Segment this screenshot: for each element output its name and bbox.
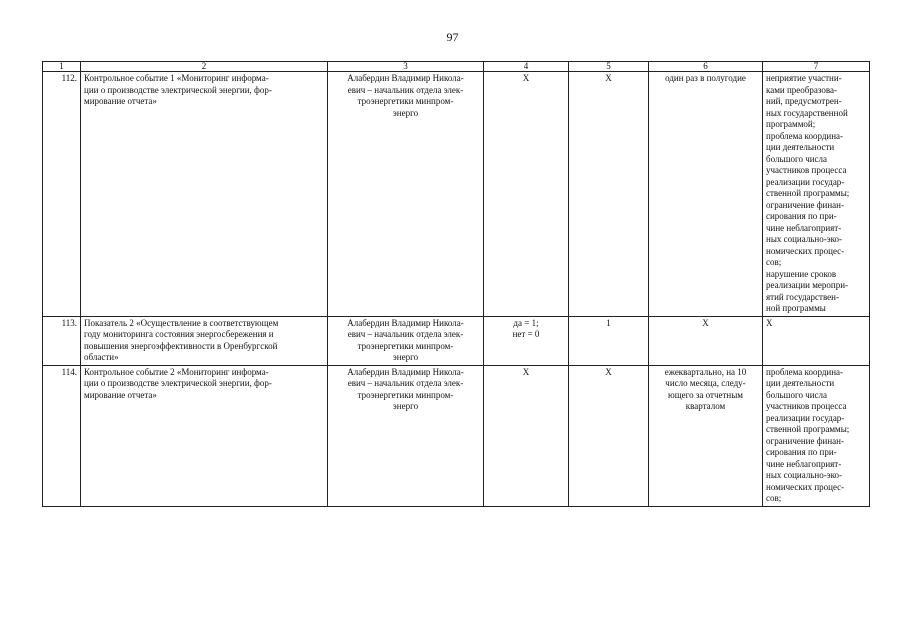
period-cell [649,365,763,506]
cell-line: X [766,317,773,328]
risks-cell [763,365,870,506]
cell-line: году мониторинга состояния энергосбережения и [84,329,274,339]
cell-line: ных государственной [766,107,848,118]
program-events-table [42,61,870,507]
cell-line: энерго [392,352,419,362]
cell-line: один раз в полугодие [665,73,746,83]
table-row [43,365,870,506]
value-cell [569,72,649,317]
cell-line: ограничение финан- [766,435,844,446]
cell-line: Контрольное событие 1 «Мониторинг информа- [84,73,269,83]
cell-line: чине неблагоприят- [766,458,842,469]
cell-line: число месяца, следу- [665,378,746,388]
cell-line: ной программы [766,303,826,313]
cell-line: ных социально-эко- [766,470,842,480]
column-number: 4 [484,62,569,72]
column-number: 5 [569,62,649,72]
cell-line: X [702,317,709,328]
period-cell [649,72,763,317]
cell-line: ственной программы; [766,424,850,434]
cell-line: ции о производстве электрической энергии, фор- [84,378,272,388]
cell-line: нарушение сроков [766,268,837,279]
cell-line: номических процес- [766,481,845,492]
cell-line: повышения энергоэффективности в Оренбургской [84,340,278,351]
cell-line: Алабердин Владимир Никола- [347,73,464,83]
cell-line: большого числа [766,389,828,400]
column-number: 6 [649,62,763,72]
cell-line: чине неблагоприят- [766,222,842,233]
cell-line: троэнергетики минпром- [357,96,454,106]
cell-line: евич – начальник отдела элек- [347,329,464,339]
table-row [43,316,870,365]
column-number: 7 [763,62,870,72]
cell-line: неприятие участни- [766,73,842,83]
cell-line: сирования по при- [766,447,837,457]
event-cell [81,72,328,317]
cell-line: Контрольное событие 2 «Мониторинг информа- [84,366,269,377]
cell-line: кварталом [685,401,726,411]
cell-line: X [605,366,612,377]
cell-line: реализации государ- [766,176,845,187]
cell-line: да = 1; [513,317,539,328]
cell-line: ции о производстве электрической энергии, фор- [84,84,272,95]
cell-line: проблема координа- [766,130,844,141]
column-number: 1 [43,62,81,72]
cell-line: мирование отчета» [84,96,157,106]
table-row [43,72,870,317]
unit-cell [484,72,569,317]
cell-line: евич – начальник отдела элек- [347,378,464,388]
cell-line: Алабердин Владимир Никола- [347,317,464,328]
row-number-cell: 114. [43,365,81,506]
cell-line: сов; [766,257,782,267]
cell-line: ограничение финан- [766,199,844,210]
cell-line: программой; [766,119,816,129]
cell-line: X [522,73,530,83]
cell-line: участников процесса [766,401,847,411]
row-number-cell: 113. [43,316,81,365]
cell-line: ний, предусмотрен- [766,96,842,106]
period-cell [649,316,763,365]
cell-line: проблема координа- [766,366,844,377]
cell-line: X [605,73,612,83]
event-cell [81,365,328,506]
value-cell [569,365,649,506]
risks-cell [763,72,870,317]
unit-cell [484,316,569,365]
cell-line: ющего за отчетным [668,389,743,400]
cell-line: ятий государствен- [766,291,839,302]
cell-line: большого числа [766,153,828,164]
cell-line: ежеквартально, на 10 [664,366,747,377]
cell-line: мирование отчета» [84,389,157,400]
cell-line: энерго [392,401,419,411]
cell-line: ции деятельности [766,378,835,388]
cell-line: евич – начальник отдела элек- [347,84,464,95]
column-number: 2 [81,62,328,72]
responsible-cell [328,365,484,506]
column-number-row [43,62,870,72]
cell-line: ции деятельности [766,142,835,152]
page-number: 97 [446,30,459,44]
cell-line: 1 [606,317,611,328]
unit-cell [484,365,569,506]
risks-cell [763,316,870,365]
column-number: 3 [328,62,484,72]
value-cell [569,316,649,365]
cell-line: сирования по при- [766,211,837,221]
event-cell [81,316,328,365]
cell-line: ками преобразова- [766,84,838,95]
cell-line: троэнергетики минпром- [357,389,454,400]
cell-line: ных социально-эко- [766,234,842,244]
cell-line: нет = 0 [512,329,540,339]
cell-line: области» [84,352,119,362]
cell-line: реализации меропри- [766,280,849,290]
cell-line: участников процесса [766,165,847,175]
cell-line: Алабердин Владимир Никола- [347,366,464,377]
responsible-cell [328,316,484,365]
cell-line: ственной программы; [766,188,850,198]
cell-line: сов; [766,493,782,503]
cell-line: Показатель 2 «Осуществление в соответствующем [84,317,279,328]
cell-line: номических процес- [766,245,845,256]
row-number-cell: 112. [43,72,81,317]
cell-line: реализации государ- [766,412,845,423]
cell-line: X [522,366,530,377]
responsible-cell [328,72,484,317]
cell-line: троэнергетики минпром- [357,340,454,351]
cell-line: энерго [392,107,419,118]
